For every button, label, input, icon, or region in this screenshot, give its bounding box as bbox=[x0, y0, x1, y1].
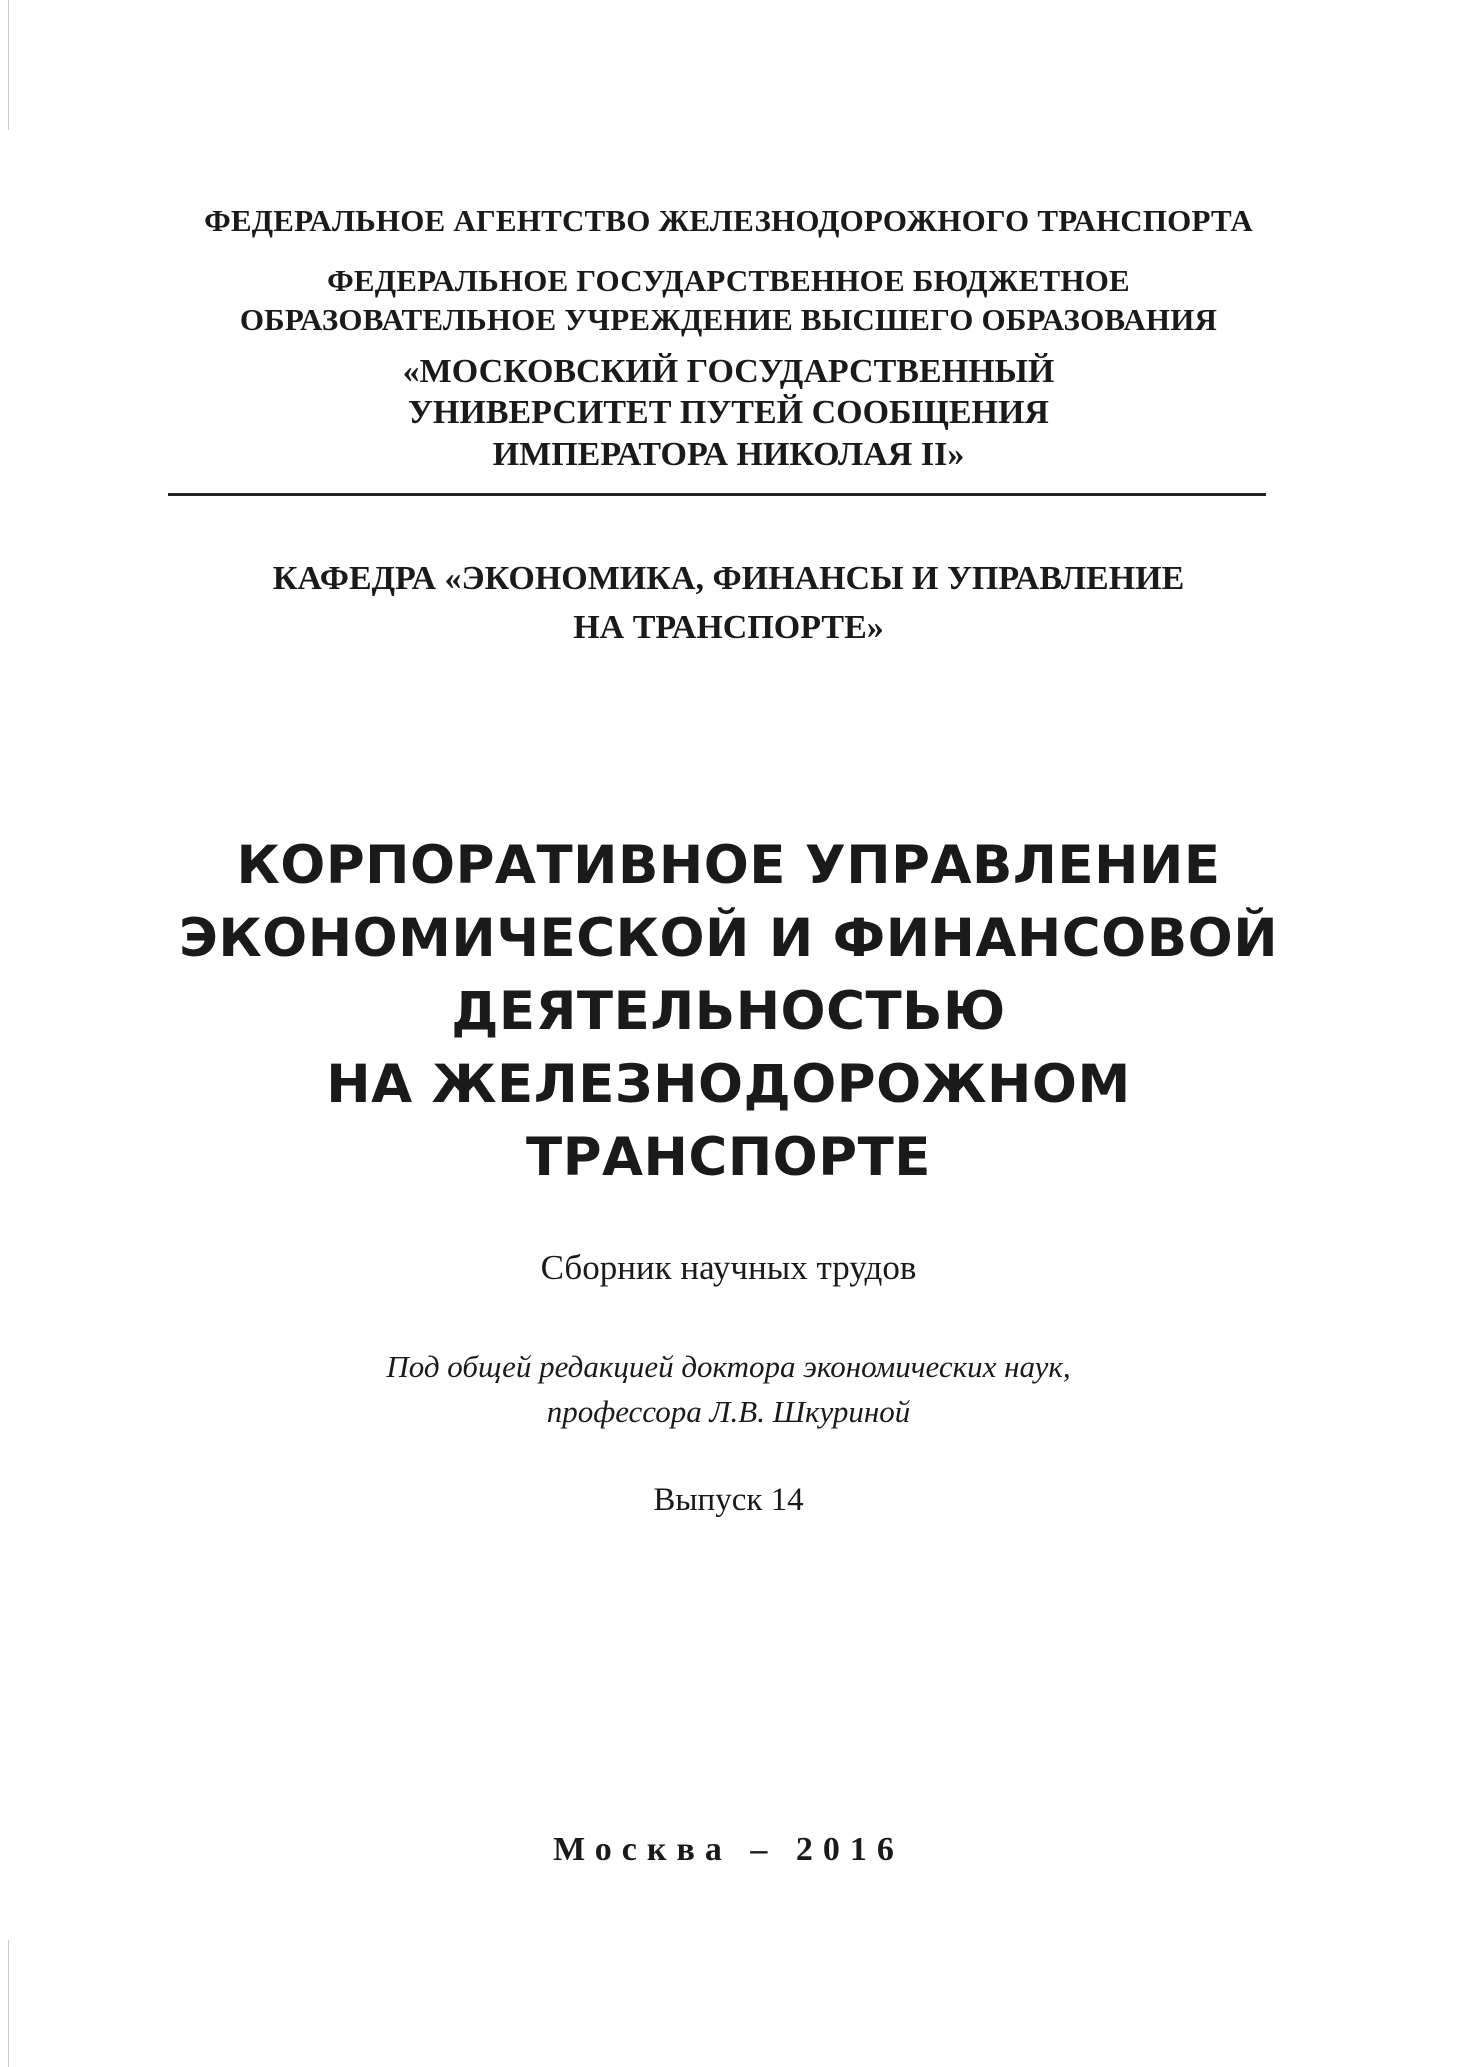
department-line-1: КАФЕДРА «ЭКОНОМИКА, ФИНАНСЫ И УПРАВЛЕНИЕ bbox=[272, 560, 1185, 597]
institution-line-2: ОБРАЗОВАТЕЛЬНОЕ УЧРЕЖДЕНИЕ ВЫСШЕГО ОБРАЗОВАНИЯ bbox=[239, 302, 1218, 337]
institution-line-1: ФЕДЕРАЛЬНОЕ ГОСУДАРСТВЕННОЕ БЮДЖЕТНОЕ bbox=[327, 263, 1130, 298]
imprint-city-year: Москва – 2016 bbox=[553, 1831, 904, 1868]
book-subtitle: Сборник научных трудов bbox=[540, 1248, 917, 1287]
header-divider bbox=[168, 493, 1266, 496]
book-title-line-2: ЭКОНОМИЧЕСКОЙ И ФИНАНСОВОЙ bbox=[178, 908, 1279, 969]
book-title-line-5: ТРАНСПОРТЕ bbox=[526, 1127, 931, 1188]
book-title-line-4: НА ЖЕЛЕЗНОДОРОЖНОМ bbox=[326, 1054, 1131, 1115]
page-edge-mark-bottom bbox=[8, 1940, 9, 2067]
agency-name: ФЕДЕРАЛЬНОЕ АГЕНТСТВО ЖЕЛЕЗНОДОРОЖНОГО ТРАНСПОРТА bbox=[204, 203, 1253, 238]
editor-line-1: Под общей редакцией доктора экономических наук, bbox=[386, 1349, 1071, 1384]
university-line-1: «МОСКОВСКИЙ ГОСУДАРСТВЕННЫЙ bbox=[402, 353, 1055, 390]
page-edge-mark-top bbox=[8, 0, 9, 130]
book-title-line-1: КОРПОРАТИВНОЕ УПРАВЛЕНИЕ bbox=[236, 835, 1221, 896]
issue-number: Выпуск 14 bbox=[653, 1482, 804, 1518]
university-line-2: УНИВЕРСИТЕТ ПУТЕЙ СООБЩЕНИЯ bbox=[407, 394, 1049, 431]
department-line-2: НА ТРАНСПОРТЕ» bbox=[573, 609, 884, 646]
editor-line-2: профессора Л.В. Шкуриной bbox=[546, 1394, 911, 1429]
university-line-3: ИМПЕРАТОРА НИКОЛАЯ II» bbox=[492, 436, 965, 473]
book-title-line-3: ДЕЯТЕЛЬНОСТЬЮ bbox=[451, 981, 1006, 1042]
